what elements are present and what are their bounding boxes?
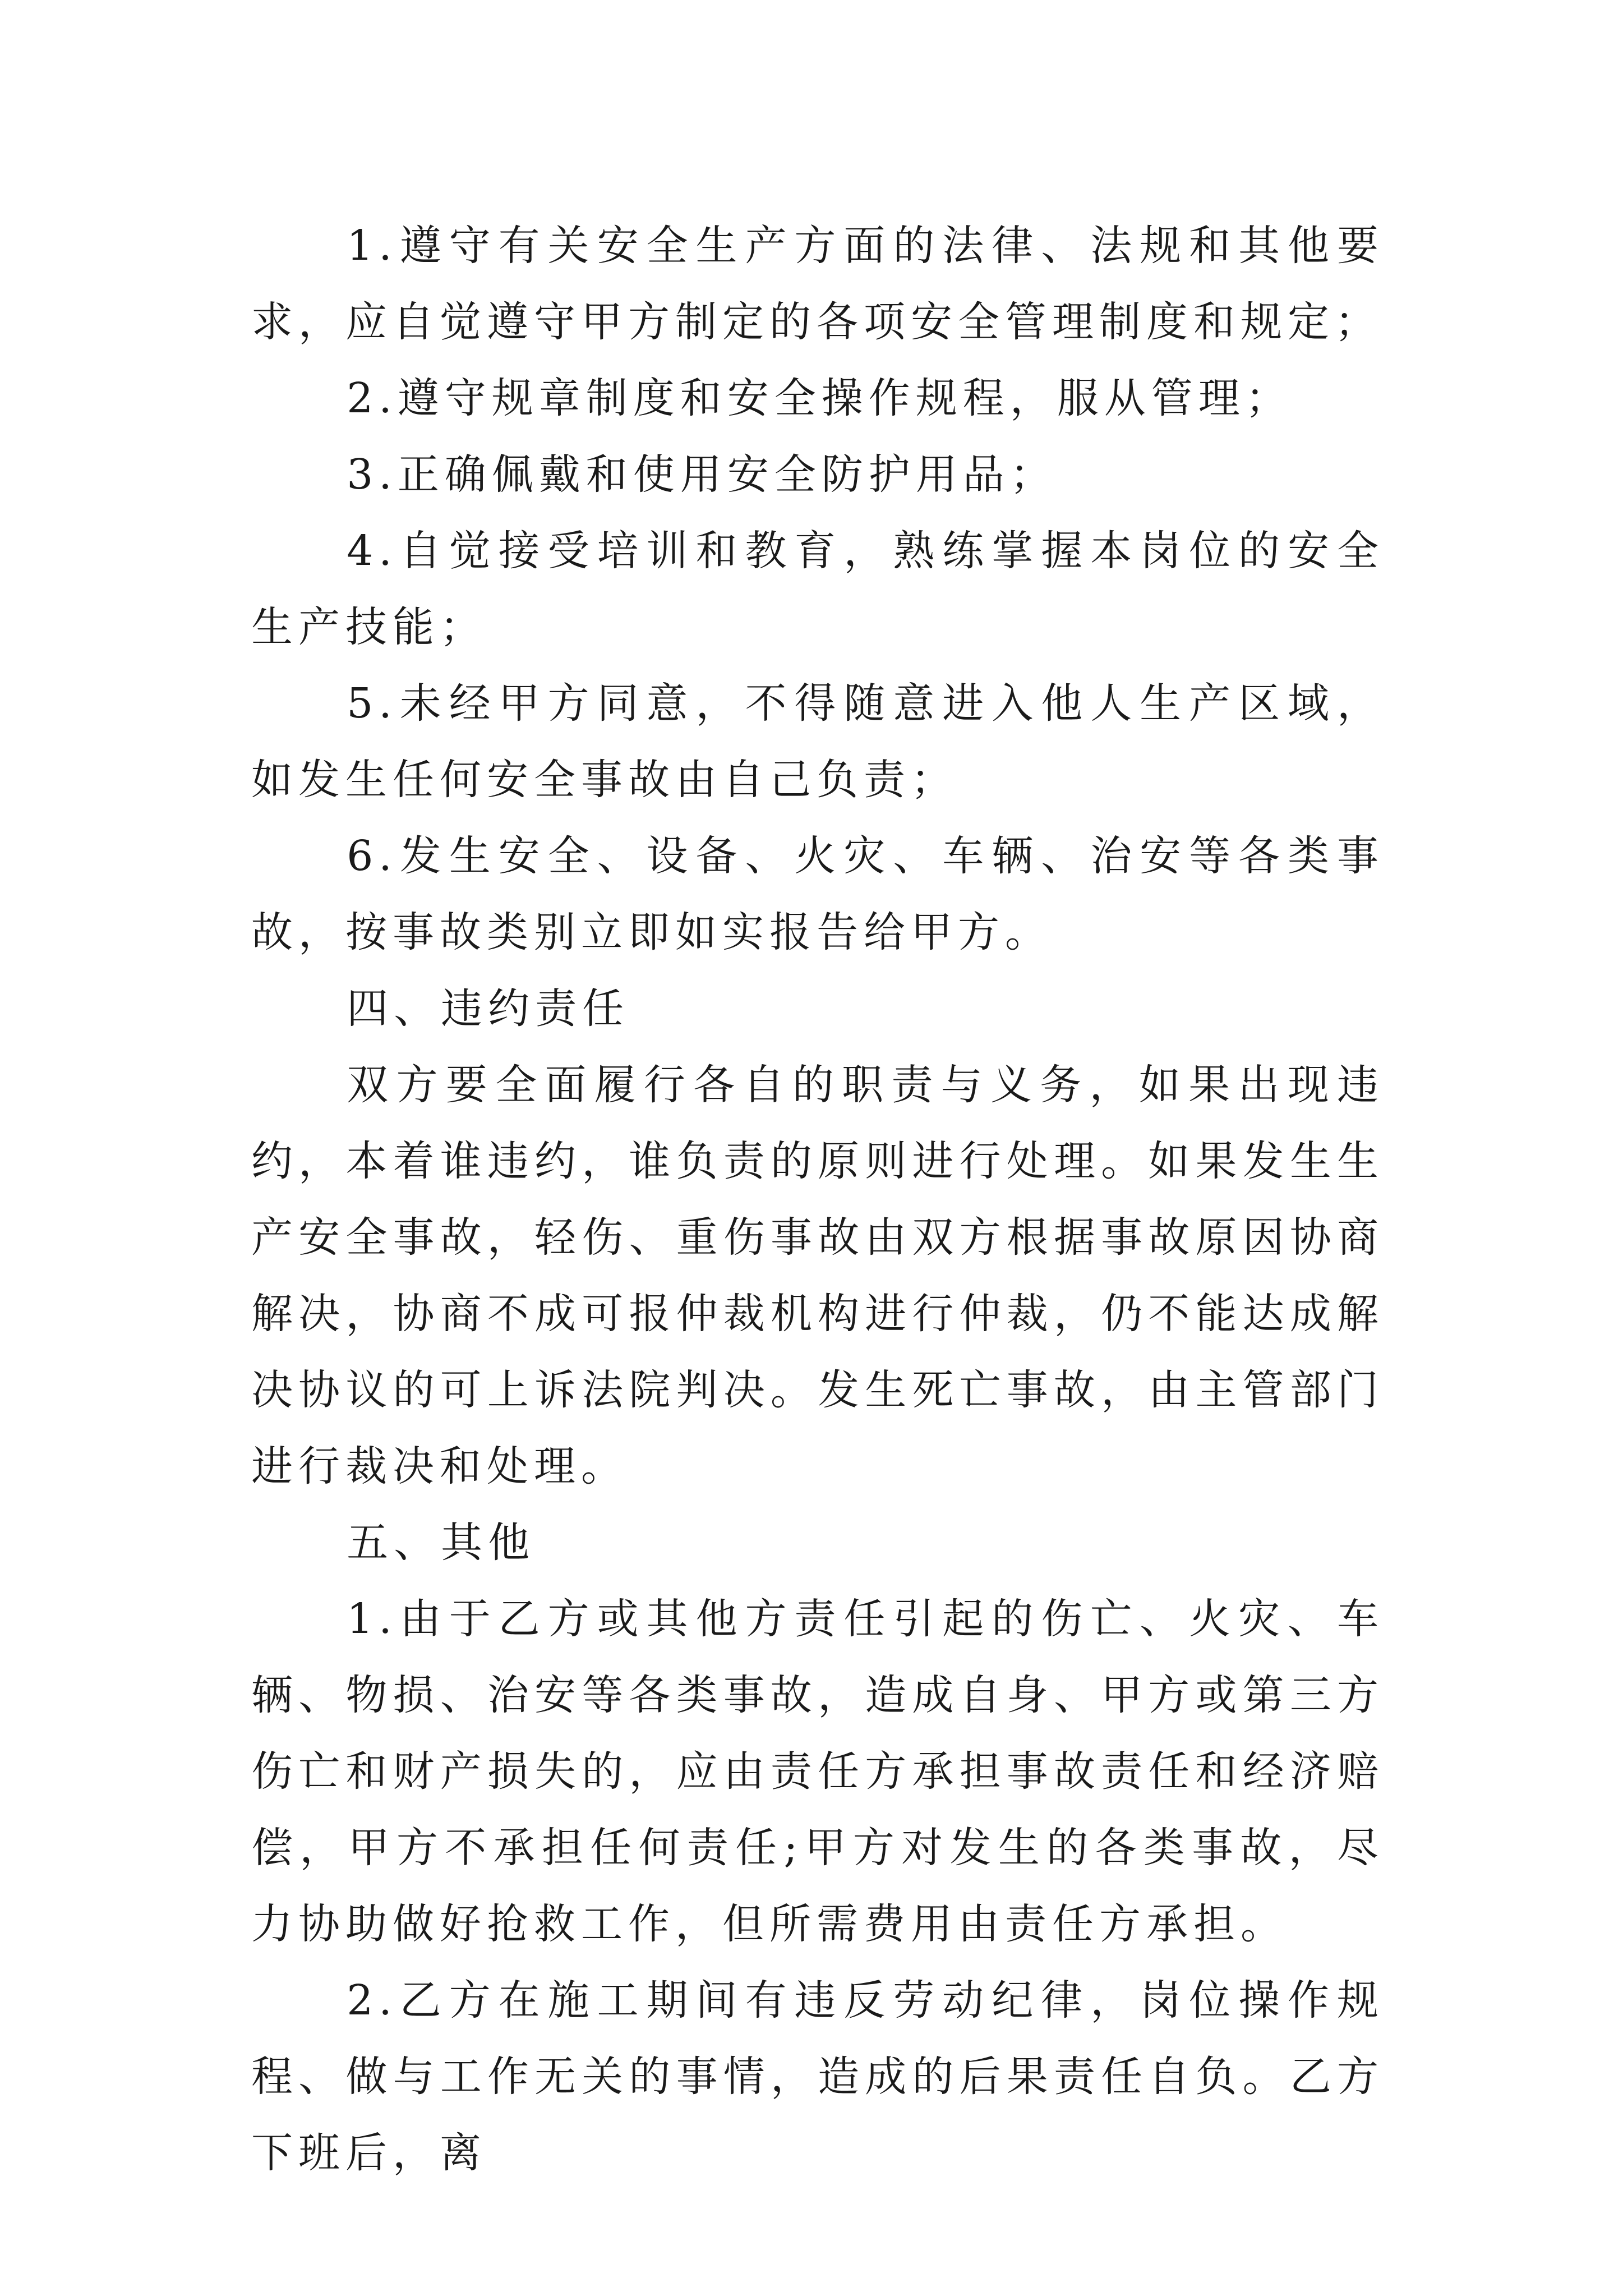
clause-paragraph-1: 1.遵守有关安全生产方面的法律、法规和其他要求，应自觉遵守甲方制定的各项安全管理制度和规定； — [251, 222, 1384, 346]
breach-paragraph: 双方要全面履行各自的职责与义务，如果出现违约，本着谁违约，谁负责的原则进行处理。如果发生生产安全事故，轻伤、重伤事故由双方根据事故原因协商解决，协商不成可报仲裁机构进行仲裁，仍不能达成解决协议的可上诉法院判决。发生死亡事故，由主管部门进行裁决和处理。 — [251, 1061, 1384, 1490]
clause-paragraph-5: 5.未经甲方同意，不得随意进入他人生产区域，如发生任何安全事故由自己负责； — [251, 679, 1384, 804]
document-body — [251, 208, 1384, 2191]
section-heading-other: 五、其他 — [347, 1519, 536, 1567]
clause-paragraph-3: 3.正确佩戴和使用安全防护用品； — [347, 450, 1057, 499]
section-heading-breach: 四、违约责任 — [347, 984, 630, 1033]
clause-paragraph-4: 4.自觉接受培训和教育，熟练掌握本岗位的安全生产技能； — [251, 527, 1384, 651]
clause-paragraph-6: 6.发生安全、设备、火灾、车辆、治安等各类事故，按事故类别立即如实报告给甲方。 — [251, 832, 1384, 956]
clause-paragraph-2: 2.遵守规章制度和安全操作规程，服从管理； — [347, 374, 1293, 422]
other-paragraph-1: 1.由于乙方或其他方责任引起的伤亡、火灾、车辆、物损、治安等各类事故，造成自身、甲方或第三方伤亡和财产损失的，应由责任方承担事故责任和经济赔偿，甲方不承担任何责任;甲方对发生的各类事故，尽力协助做好抢救工作，但所需费用由责任方承担。 — [251, 1595, 1384, 1948]
other-paragraph-2: 2.乙方在施工期间有违反劳动纪律，岗位操作规程、做与工作无关的事情，造成的后果责任自负。乙方下班后，离 — [251, 1976, 1384, 2177]
